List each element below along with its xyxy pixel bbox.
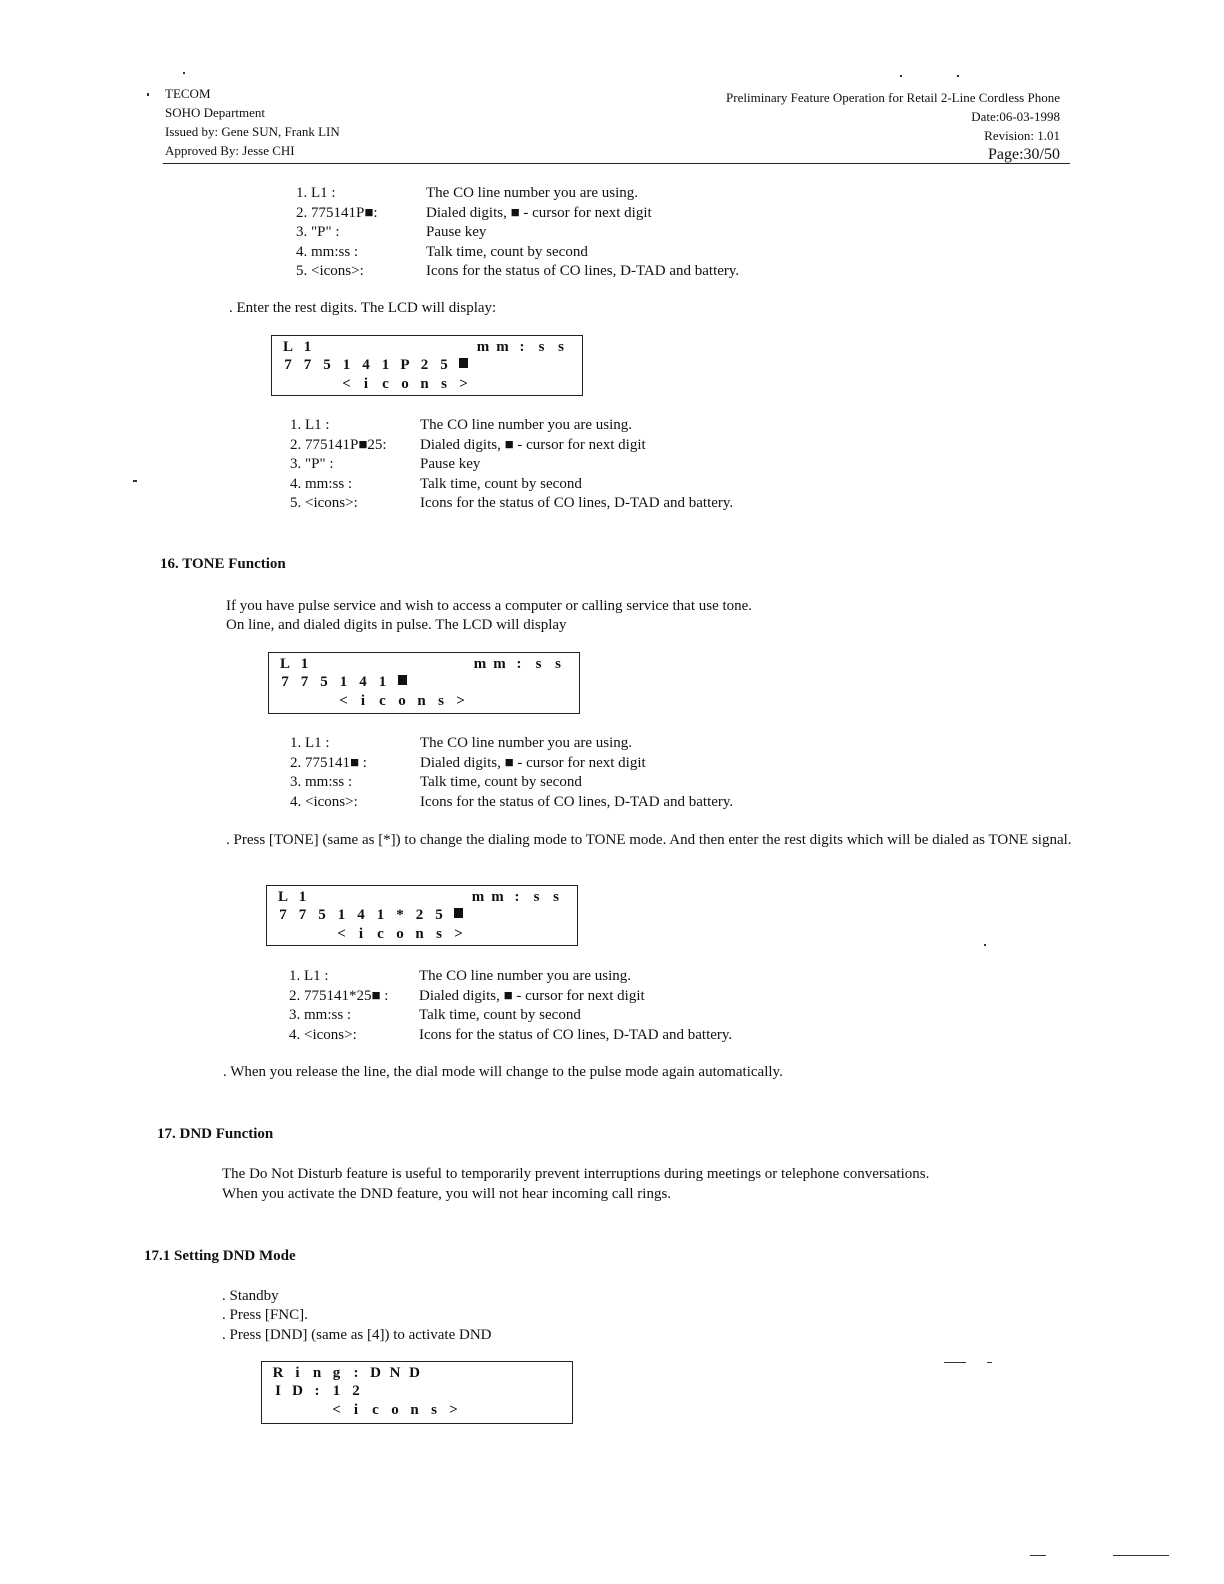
lcd-char: 1	[378, 674, 387, 690]
lcd-char: N	[389, 1365, 401, 1381]
scan-speck	[133, 480, 137, 482]
definition-value: Talk time, count by second	[419, 1007, 581, 1023]
lcd-char: s	[558, 339, 564, 355]
lcd-char: m	[496, 339, 509, 355]
section-17-para-2: When you activate the DND feature, you will not hear incoming call rings.	[222, 1186, 672, 1202]
definition-list-a	[296, 184, 739, 282]
definition-key: 2. 775141■ :	[290, 754, 367, 771]
definition-value: Icons for the status of CO lines, D-TAD and battery.	[420, 495, 734, 511]
lcd-char: 1	[298, 889, 307, 905]
lcd-char: s	[535, 656, 542, 672]
lcd-char: n	[312, 1365, 322, 1381]
definition-value: Talk time, count by second	[420, 475, 582, 492]
lcd-char: 5	[440, 357, 448, 373]
dnd-step-1: . Standby	[222, 1288, 279, 1304]
lcd-char: 5	[318, 907, 326, 923]
issued-by: Issued by: Gene SUN, Frank LIN	[165, 124, 340, 139]
lcd-char: 1	[303, 339, 312, 355]
lcd-char: 1	[376, 907, 385, 923]
lcd-display-1	[271, 335, 583, 396]
lcd-char: L	[277, 889, 288, 905]
definition-key: 5. <icons>:	[290, 495, 358, 511]
scan-speck	[900, 75, 902, 77]
lcd-char: o	[401, 376, 409, 392]
lcd-char: 2	[415, 907, 424, 923]
definition-value: The CO line number you are using.	[419, 968, 632, 984]
lcd-char: 2	[420, 357, 429, 373]
definition-key: 2. 775141*25■ :	[289, 987, 389, 1004]
lcd-char: >	[456, 693, 465, 709]
lcd-char: 1	[339, 674, 348, 690]
section-17-1-heading: 17.1 Setting DND Mode	[144, 1248, 296, 1264]
definition-key: 1. L1 :	[289, 968, 329, 984]
definition-row	[296, 262, 739, 282]
page-number: Page:30/50	[988, 146, 1060, 163]
lcd-char: >	[449, 1402, 458, 1418]
header-left-block	[165, 84, 340, 160]
lcd-char: i	[353, 1402, 359, 1418]
lcd-char: 1	[337, 907, 346, 923]
definition-value: The CO line number you are using.	[420, 417, 633, 433]
definition-value: Dialed digits, ■ - cursor for next digit	[420, 754, 646, 771]
lcd-char: R	[272, 1365, 284, 1381]
lcd-char: s	[533, 889, 540, 905]
lcd-char: i	[360, 693, 366, 709]
lcd-char: m	[473, 656, 487, 672]
step-press-tone: . Press [TONE] (same as [*]) to change the dialing mode to TONE mode. And then enter the rest digits which will be dialed as TONE signal.	[226, 832, 1072, 848]
lcd-char: s	[438, 693, 444, 709]
lcd-char: D	[292, 1383, 303, 1399]
lcd-char: 7	[298, 907, 307, 923]
dnd-step-2: . Press [FNC].	[222, 1307, 308, 1323]
definition-row	[296, 204, 739, 224]
scan-speck	[944, 1362, 966, 1363]
definition-key: 4. mm:ss :	[290, 475, 353, 492]
definition-row	[289, 987, 732, 1007]
lcd-cursor	[451, 907, 467, 924]
lcd-char: i	[295, 1365, 300, 1381]
lcd-char: n	[415, 926, 424, 942]
lcd-char: L	[282, 339, 293, 355]
definition-row	[296, 223, 739, 243]
definition-row	[290, 734, 733, 754]
lcd-char: D	[370, 1365, 381, 1381]
lcd-char: i	[363, 376, 369, 392]
definition-row	[289, 967, 732, 987]
definition-value: Icons for the status of CO lines, D-TAD and battery.	[420, 793, 734, 810]
lcd-char: m	[471, 889, 485, 905]
definition-row	[290, 494, 733, 514]
lcd-char: 7	[281, 674, 289, 690]
step-release-line: . When you release the line, the dial mode will change to the pulse mode again automatically.	[223, 1064, 783, 1080]
lcd-char: c	[382, 376, 389, 392]
company-name: TECOM	[165, 86, 211, 101]
definition-key: 2. 775141P■25:	[290, 436, 387, 453]
lcd-char: D	[409, 1365, 420, 1381]
scan-speck	[1113, 1555, 1169, 1556]
lcd-char: n	[420, 376, 429, 392]
definition-key: 3. mm:ss :	[290, 774, 353, 790]
document-date: Date:06-03-1998	[971, 109, 1060, 124]
definition-key: 2. 775141P■:	[296, 204, 378, 221]
definition-key: 4. <icons>:	[290, 793, 358, 810]
definition-row	[296, 243, 739, 263]
lcd-char: 5	[323, 357, 331, 373]
dnd-step-3: . Press [DND] (same as [4]) to activate DND	[222, 1327, 492, 1343]
lcd-char: 2	[352, 1383, 360, 1399]
definition-key: 1. L1 :	[296, 185, 336, 201]
lcd-char: 4	[357, 907, 365, 923]
definition-value: Dialed digits, ■ - cursor for next digit	[419, 987, 645, 1004]
section-16-heading: 16. TONE Function	[160, 556, 286, 572]
lcd-char: >	[454, 926, 463, 942]
lcd-char: <	[332, 1402, 341, 1418]
scan-speck	[984, 944, 986, 946]
lcd-char: 1	[300, 656, 309, 672]
lcd-char: :	[514, 889, 520, 905]
lcd-char: 7	[300, 674, 309, 690]
lcd-char: c	[379, 693, 386, 709]
section-17-para-1: The Do Not Disturb feature is useful to temporarily prevent interruptions during meetings or telephone conversations.	[222, 1166, 930, 1182]
scan-speck	[183, 72, 185, 74]
lcd-char: c	[372, 1402, 379, 1418]
scan-speck	[987, 1362, 992, 1363]
lcd-char: P	[400, 357, 410, 373]
definition-key: 3. "P" :	[290, 456, 334, 472]
definition-row	[290, 475, 733, 495]
approved-by: Approved By: Jesse CHI	[165, 143, 295, 158]
definition-list-c	[290, 734, 733, 812]
section-16-intro-1: If you have pulse service and wish to access a computer or calling service that use tone.	[226, 598, 753, 614]
lcd-char: i	[358, 926, 364, 942]
lcd-char: 4	[359, 674, 367, 690]
lcd-char: 5	[320, 674, 328, 690]
lcd-char: *	[396, 907, 404, 923]
document-title: Preliminary Feature Operation for Retail 2-Line Cordless Phone	[726, 90, 1060, 105]
definition-value: Icons for the status of CO lines, D-TAD and battery.	[426, 263, 740, 279]
scan-speck	[1030, 1555, 1046, 1556]
lcd-char: 7	[303, 357, 312, 373]
cursor-block-icon	[459, 358, 468, 368]
lcd-char: s	[553, 889, 559, 905]
definition-row	[289, 1006, 732, 1026]
lcd-char: <	[337, 926, 346, 942]
department: SOHO Department	[165, 105, 266, 120]
header-right-block	[726, 88, 1060, 164]
definition-row	[290, 773, 733, 793]
lcd-char: :	[516, 656, 522, 672]
cursor-block-icon	[454, 908, 463, 918]
definition-row	[290, 793, 733, 813]
header-divider	[163, 163, 1070, 164]
definition-row	[290, 436, 733, 456]
section-16-intro-2: On line, and dialed digits in pulse. The LCD will display	[226, 617, 567, 633]
lcd-char: s	[436, 926, 442, 942]
definition-row	[290, 455, 733, 475]
lcd-char: :	[353, 1365, 359, 1381]
step-enter-rest-digits: . Enter the rest digits. The LCD will display:	[229, 300, 497, 316]
lcd-char: m	[476, 339, 490, 355]
definition-key: 5. <icons>:	[296, 263, 364, 279]
lcd-display-2	[268, 652, 580, 714]
definition-value: Dialed digits, ■ - cursor for next digit	[420, 436, 646, 453]
lcd-char: m	[493, 656, 506, 672]
definition-row	[290, 416, 733, 436]
definition-value: Talk time, count by second	[426, 243, 588, 260]
lcd-cursor	[394, 674, 410, 691]
lcd-char: 1	[342, 357, 351, 373]
lcd-char: o	[391, 1402, 399, 1418]
lcd-char: 1	[332, 1383, 341, 1399]
definition-key: 3. "P" :	[296, 224, 340, 240]
lcd-char: :	[314, 1383, 320, 1399]
definition-value: Pause key	[426, 224, 487, 240]
section-17-heading: 17. DND Function	[157, 1126, 274, 1142]
definition-row	[296, 184, 739, 204]
definition-key: 1. L1 :	[290, 735, 330, 751]
lcd-char: m	[491, 889, 504, 905]
lcd-char: <	[339, 693, 348, 709]
lcd-char: 1	[381, 357, 390, 373]
lcd-char: 7	[279, 907, 287, 923]
lcd-char: s	[538, 339, 545, 355]
lcd-char: 4	[362, 357, 370, 373]
lcd-char: n	[417, 693, 426, 709]
lcd-char: n	[410, 1402, 419, 1418]
definition-value: The CO line number you are using.	[426, 185, 639, 201]
definition-row	[289, 1026, 732, 1046]
lcd-char: 7	[284, 357, 292, 373]
definition-value: Pause key	[420, 456, 481, 472]
lcd-char: L	[279, 656, 290, 672]
lcd-char: o	[398, 693, 406, 709]
cursor-block-icon	[398, 675, 407, 685]
definition-row	[290, 754, 733, 774]
lcd-display-3	[266, 885, 578, 946]
lcd-char: <	[342, 376, 351, 392]
lcd-char: >	[459, 376, 468, 392]
definition-key: 3. mm:ss :	[289, 1007, 352, 1023]
lcd-char: I	[275, 1383, 281, 1399]
lcd-char: s	[431, 1402, 437, 1418]
definition-list-b	[290, 416, 733, 514]
definition-list-d	[289, 967, 732, 1045]
definition-key: 4. mm:ss :	[296, 243, 359, 260]
scan-speck	[147, 93, 149, 96]
definition-key: 1. L1 :	[290, 417, 330, 433]
definition-value: Icons for the status of CO lines, D-TAD and battery.	[419, 1026, 733, 1043]
lcd-cursor	[456, 357, 472, 374]
definition-value: Talk time, count by second	[420, 774, 582, 790]
lcd-char: o	[396, 926, 404, 942]
lcd-char: 5	[435, 907, 443, 923]
document-revision: Revision: 1.01	[984, 128, 1060, 143]
lcd-char: g	[332, 1365, 341, 1381]
lcd-char: s	[441, 376, 447, 392]
lcd-char: c	[377, 926, 384, 942]
lcd-char: s	[555, 656, 561, 672]
definition-value: Dialed digits, ■ - cursor for next digit	[426, 204, 652, 221]
definition-key: 4. <icons>:	[289, 1026, 357, 1043]
lcd-char: :	[519, 339, 525, 355]
lcd-display-4	[261, 1361, 573, 1424]
definition-value: The CO line number you are using.	[420, 735, 633, 751]
scan-speck	[957, 75, 959, 77]
